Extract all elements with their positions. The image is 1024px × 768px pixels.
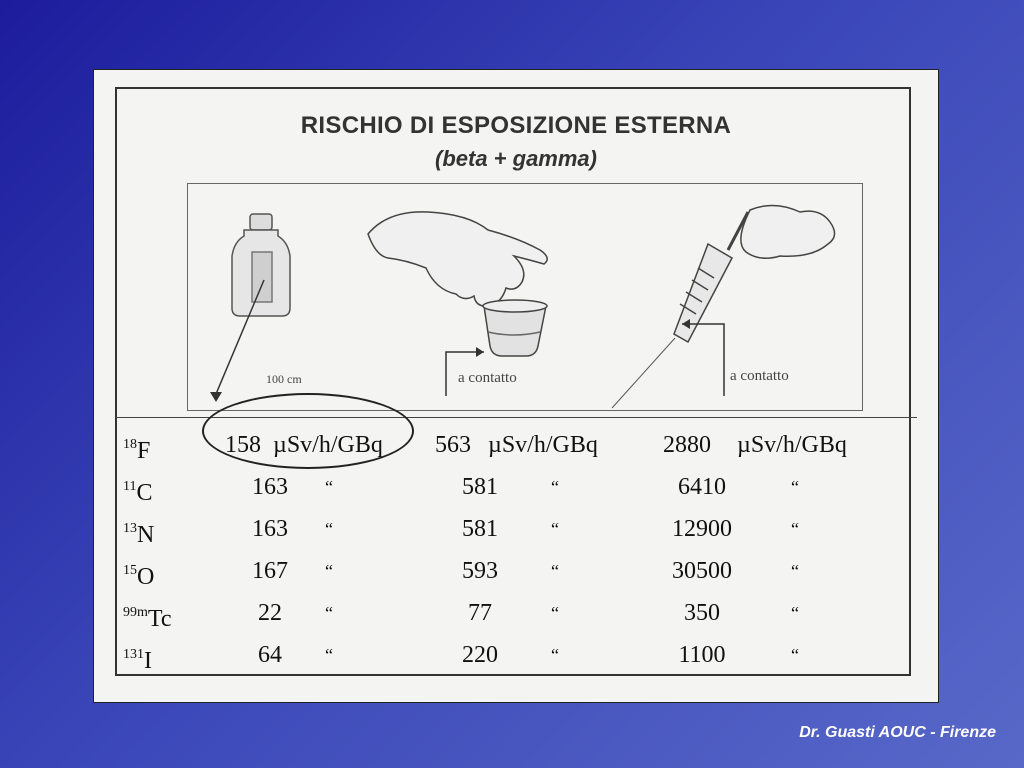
ditto-mark: “ <box>551 603 559 623</box>
mass-number: 13 <box>123 521 137 536</box>
value-contact-beaker: 581 <box>462 516 498 542</box>
contact-label-syringe: a contatto <box>730 368 789 384</box>
unit-label: µSv/h/GBq <box>273 432 383 458</box>
value-d100: 167 <box>252 558 288 584</box>
unit-label: µSv/h/GBq <box>737 432 847 458</box>
illustration-panel <box>187 183 863 411</box>
value-contact-syringe: 12900 <box>672 516 732 542</box>
mass-number: 99m <box>123 605 148 620</box>
unit-label: µSv/h/GBq <box>488 432 598 458</box>
ditto-mark: “ <box>551 477 559 497</box>
table-row <box>115 634 911 676</box>
isotope-cell <box>123 508 154 556</box>
mass-number: 18 <box>123 437 137 452</box>
value-contact-beaker: 220 <box>462 642 498 668</box>
mass-number: 11 <box>123 479 137 494</box>
value-contact-beaker: 581 <box>462 474 498 500</box>
ditto-mark: “ <box>551 519 559 539</box>
isotope-cell <box>123 424 150 472</box>
ditto-mark: “ <box>325 561 333 581</box>
value-d100: 22 <box>258 600 282 626</box>
table-row <box>115 592 911 634</box>
contact-label-beaker: a contatto <box>458 370 517 386</box>
figure-subtitle: (beta + gamma) <box>435 146 597 171</box>
ditto-mark: “ <box>791 477 799 497</box>
distance-label: 100 cm <box>266 372 302 386</box>
value-d100: 64 <box>258 642 282 668</box>
value-contact-syringe: 1100 <box>678 642 726 668</box>
ditto-mark: “ <box>325 603 333 623</box>
value-contact-syringe: 30500 <box>672 558 732 584</box>
value-d100: 163 <box>252 474 288 500</box>
syringe-drawing <box>612 205 835 408</box>
isotope-cell <box>123 550 154 598</box>
ditto-mark: “ <box>791 603 799 623</box>
scanned-figure <box>93 69 939 703</box>
isotope-cell <box>123 592 172 640</box>
value-contact-beaker: 593 <box>462 558 498 584</box>
isotope-cell <box>123 466 153 514</box>
footer-credit: Dr. Guasti AOUC - Firenze <box>799 724 996 741</box>
hand-beaker-drawing <box>368 212 547 396</box>
element-symbol: I <box>144 648 152 674</box>
element-symbol: Tc <box>147 606 172 632</box>
table-row <box>115 508 911 550</box>
element-symbol: F <box>137 438 151 464</box>
table-row <box>115 550 911 592</box>
mass-number: 131 <box>123 647 144 662</box>
element-symbol: O <box>137 564 155 590</box>
value-contact-syringe: 350 <box>684 600 720 626</box>
value-d100: 158 <box>225 432 261 458</box>
figure-title: RISCHIO DI ESPOSIZIONE ESTERNA <box>300 112 732 139</box>
highlight-ellipse <box>202 393 414 469</box>
element-symbol: C <box>136 480 153 506</box>
table-row <box>115 466 911 508</box>
value-contact-syringe: 6410 <box>678 474 726 500</box>
ditto-mark: “ <box>551 645 559 665</box>
ditto-mark: “ <box>791 645 799 665</box>
mass-number: 15 <box>123 563 137 578</box>
value-d100: 163 <box>252 516 288 542</box>
element-symbol: N <box>137 522 155 548</box>
ditto-mark: “ <box>791 519 799 539</box>
ditto-mark: “ <box>791 561 799 581</box>
value-contact-syringe: 2880 <box>663 432 711 458</box>
ditto-mark: “ <box>325 519 333 539</box>
isotope-cell <box>123 634 152 682</box>
value-contact-beaker: 563 <box>435 432 471 458</box>
value-contact-beaker: 77 <box>468 600 492 626</box>
ditto-mark: “ <box>551 561 559 581</box>
ditto-mark: “ <box>325 645 333 665</box>
ditto-mark: “ <box>325 477 333 497</box>
